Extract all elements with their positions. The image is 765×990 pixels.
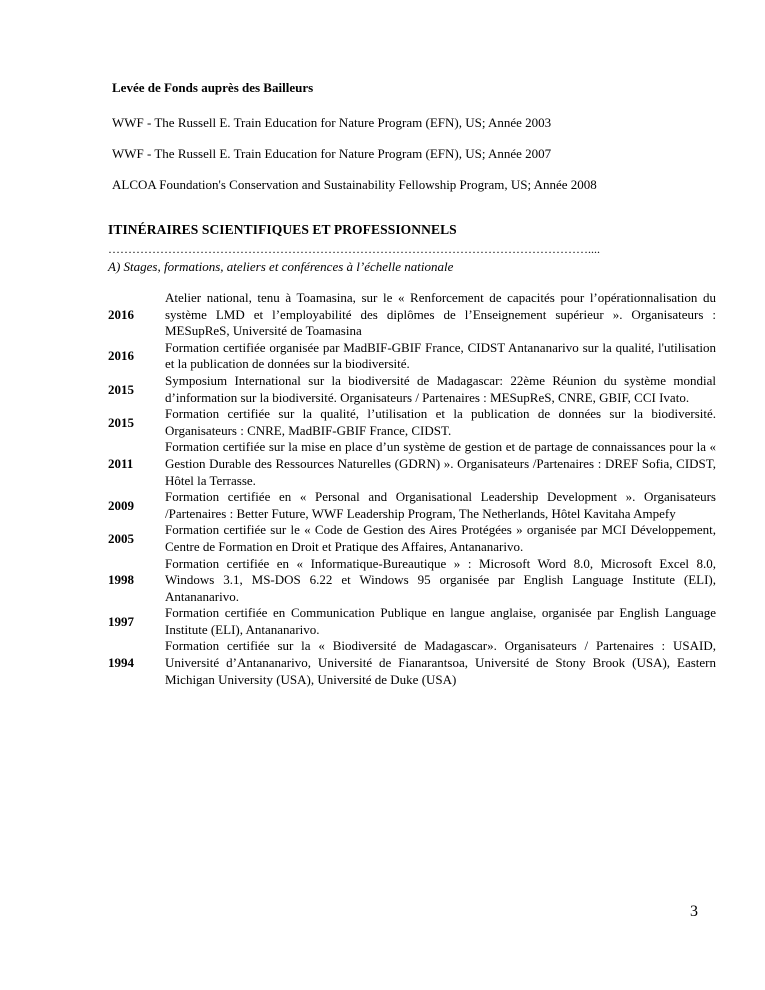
event-description: Formation certifiée en « Personal and Organisational Leadership Development ». Organisateurs /Partenaires : Better Future, WWF Leadership Program, The Netherlands, Hôtel Kavitaha Ampefy xyxy=(165,489,716,521)
event-row xyxy=(108,605,716,638)
event-year: 2009 xyxy=(108,497,134,513)
funding-heading: Levée de Fonds auprès des Bailleurs xyxy=(112,80,314,95)
page-number: 3 xyxy=(690,903,698,920)
event-row xyxy=(108,638,716,688)
event-row xyxy=(108,489,716,522)
funding-line: WWF - The Russell E. Train Education for Nature Program (EFN), US; Année 2007 xyxy=(112,146,552,161)
section-heading: ITINÉRAIRES SCIENTIFIQUES ET PROFESSIONNELS xyxy=(108,222,457,237)
event-row xyxy=(108,340,716,373)
event-year: 2011 xyxy=(108,456,134,472)
event-description: Formation certifiée sur la qualité, l’utilisation et la publication de données sur la biodiversité. Organisateurs : CNRE, MadBIF-GBIF France, CIDST. xyxy=(165,406,716,438)
subsection-heading: A) Stages, formations, ateliers et conférences à l’échelle nationale xyxy=(108,259,454,274)
event-row xyxy=(108,290,716,340)
event-row xyxy=(108,556,716,606)
event-row xyxy=(108,439,716,489)
event-year: 2016 xyxy=(108,348,134,364)
event-year: 1994 xyxy=(108,655,134,671)
funding-line: ALCOA Foundation's Conservation and Sustainability Fellowship Program, US; Année 2008 xyxy=(112,177,597,192)
event-description: Formation certifiée organisée par MadBIF-GBIF France, CIDST Antananarivo sur la qualité, l'utilisation et la publication de données sur la biodiversité. xyxy=(165,339,716,372)
event-row xyxy=(108,406,716,439)
event-year: 2016 xyxy=(108,306,134,322)
event-year: 2015 xyxy=(108,381,134,397)
event-description: Symposium International sur la biodiversité de Madagascar: 22ème Réunion du système mondial d’information sur la biodiversité. Organisateurs / Partenaires : MESupReS, CNRE, GBIF, CCI Ivato. xyxy=(165,372,716,405)
event-description: Atelier national, tenu à Toamasina, sur le « Renforcement de capacités pour l’opérationnalisation du système LMD et l’employabilité des diplômes de l’Enseignement supérieur ». Organisateurs : MESupReS, Université de Toamasina xyxy=(165,290,716,339)
events-table xyxy=(108,290,716,688)
funding-line: WWF - The Russell E. Train Education for Nature Program (EFN), US; Année 2003 xyxy=(112,115,552,130)
event-row xyxy=(108,522,716,555)
event-description: Formation certifiée sur la « Biodiversité de Madagascar». Organisateurs / Partenaires : USAID, Université d’Antananarivo, Université de Fianarantsoa, Université de Stony Brook (USA), Eastern Michigan University (USA), Université de Duke (USA) xyxy=(165,638,716,687)
dotted-separator: ………………………………………………………………………………………………………….... xyxy=(108,242,600,256)
event-description: Formation certifiée sur le « Code de Gestion des Aires Protégées » organisée par MCI Développement, Centre de Formation en Droit et Pratique des Affaires, Antananarivo. xyxy=(165,522,716,554)
event-year: 1998 xyxy=(108,572,134,588)
event-year: 1997 xyxy=(108,613,134,629)
event-description: Formation certifiée en Communication Publique en langue anglaise, organisée par English Language Institute (ELI), Antananarivo. xyxy=(165,605,716,637)
event-year: 2005 xyxy=(108,530,134,546)
event-description: Formation certifiée sur la mise en place d’un système de gestion et de partage de connaissances pour la « Gestion Durable des Ressources Naturelles (GDRN) ». Organisateurs /Partenaires : DREF Sofia, CIDST, Hôtel la Terrasse. xyxy=(165,439,716,488)
event-year: 2015 xyxy=(108,414,134,430)
event-description: Formation certifiée en « Informatique-Bureautique » : Microsoft Word 8.0, Microsoft Excel 8.0, Windows 3.1, MS-DOS 6.22 et Windows 95 organisée par English Language Institute (ELI), Antananarivo. xyxy=(165,555,716,604)
event-row xyxy=(108,373,716,406)
